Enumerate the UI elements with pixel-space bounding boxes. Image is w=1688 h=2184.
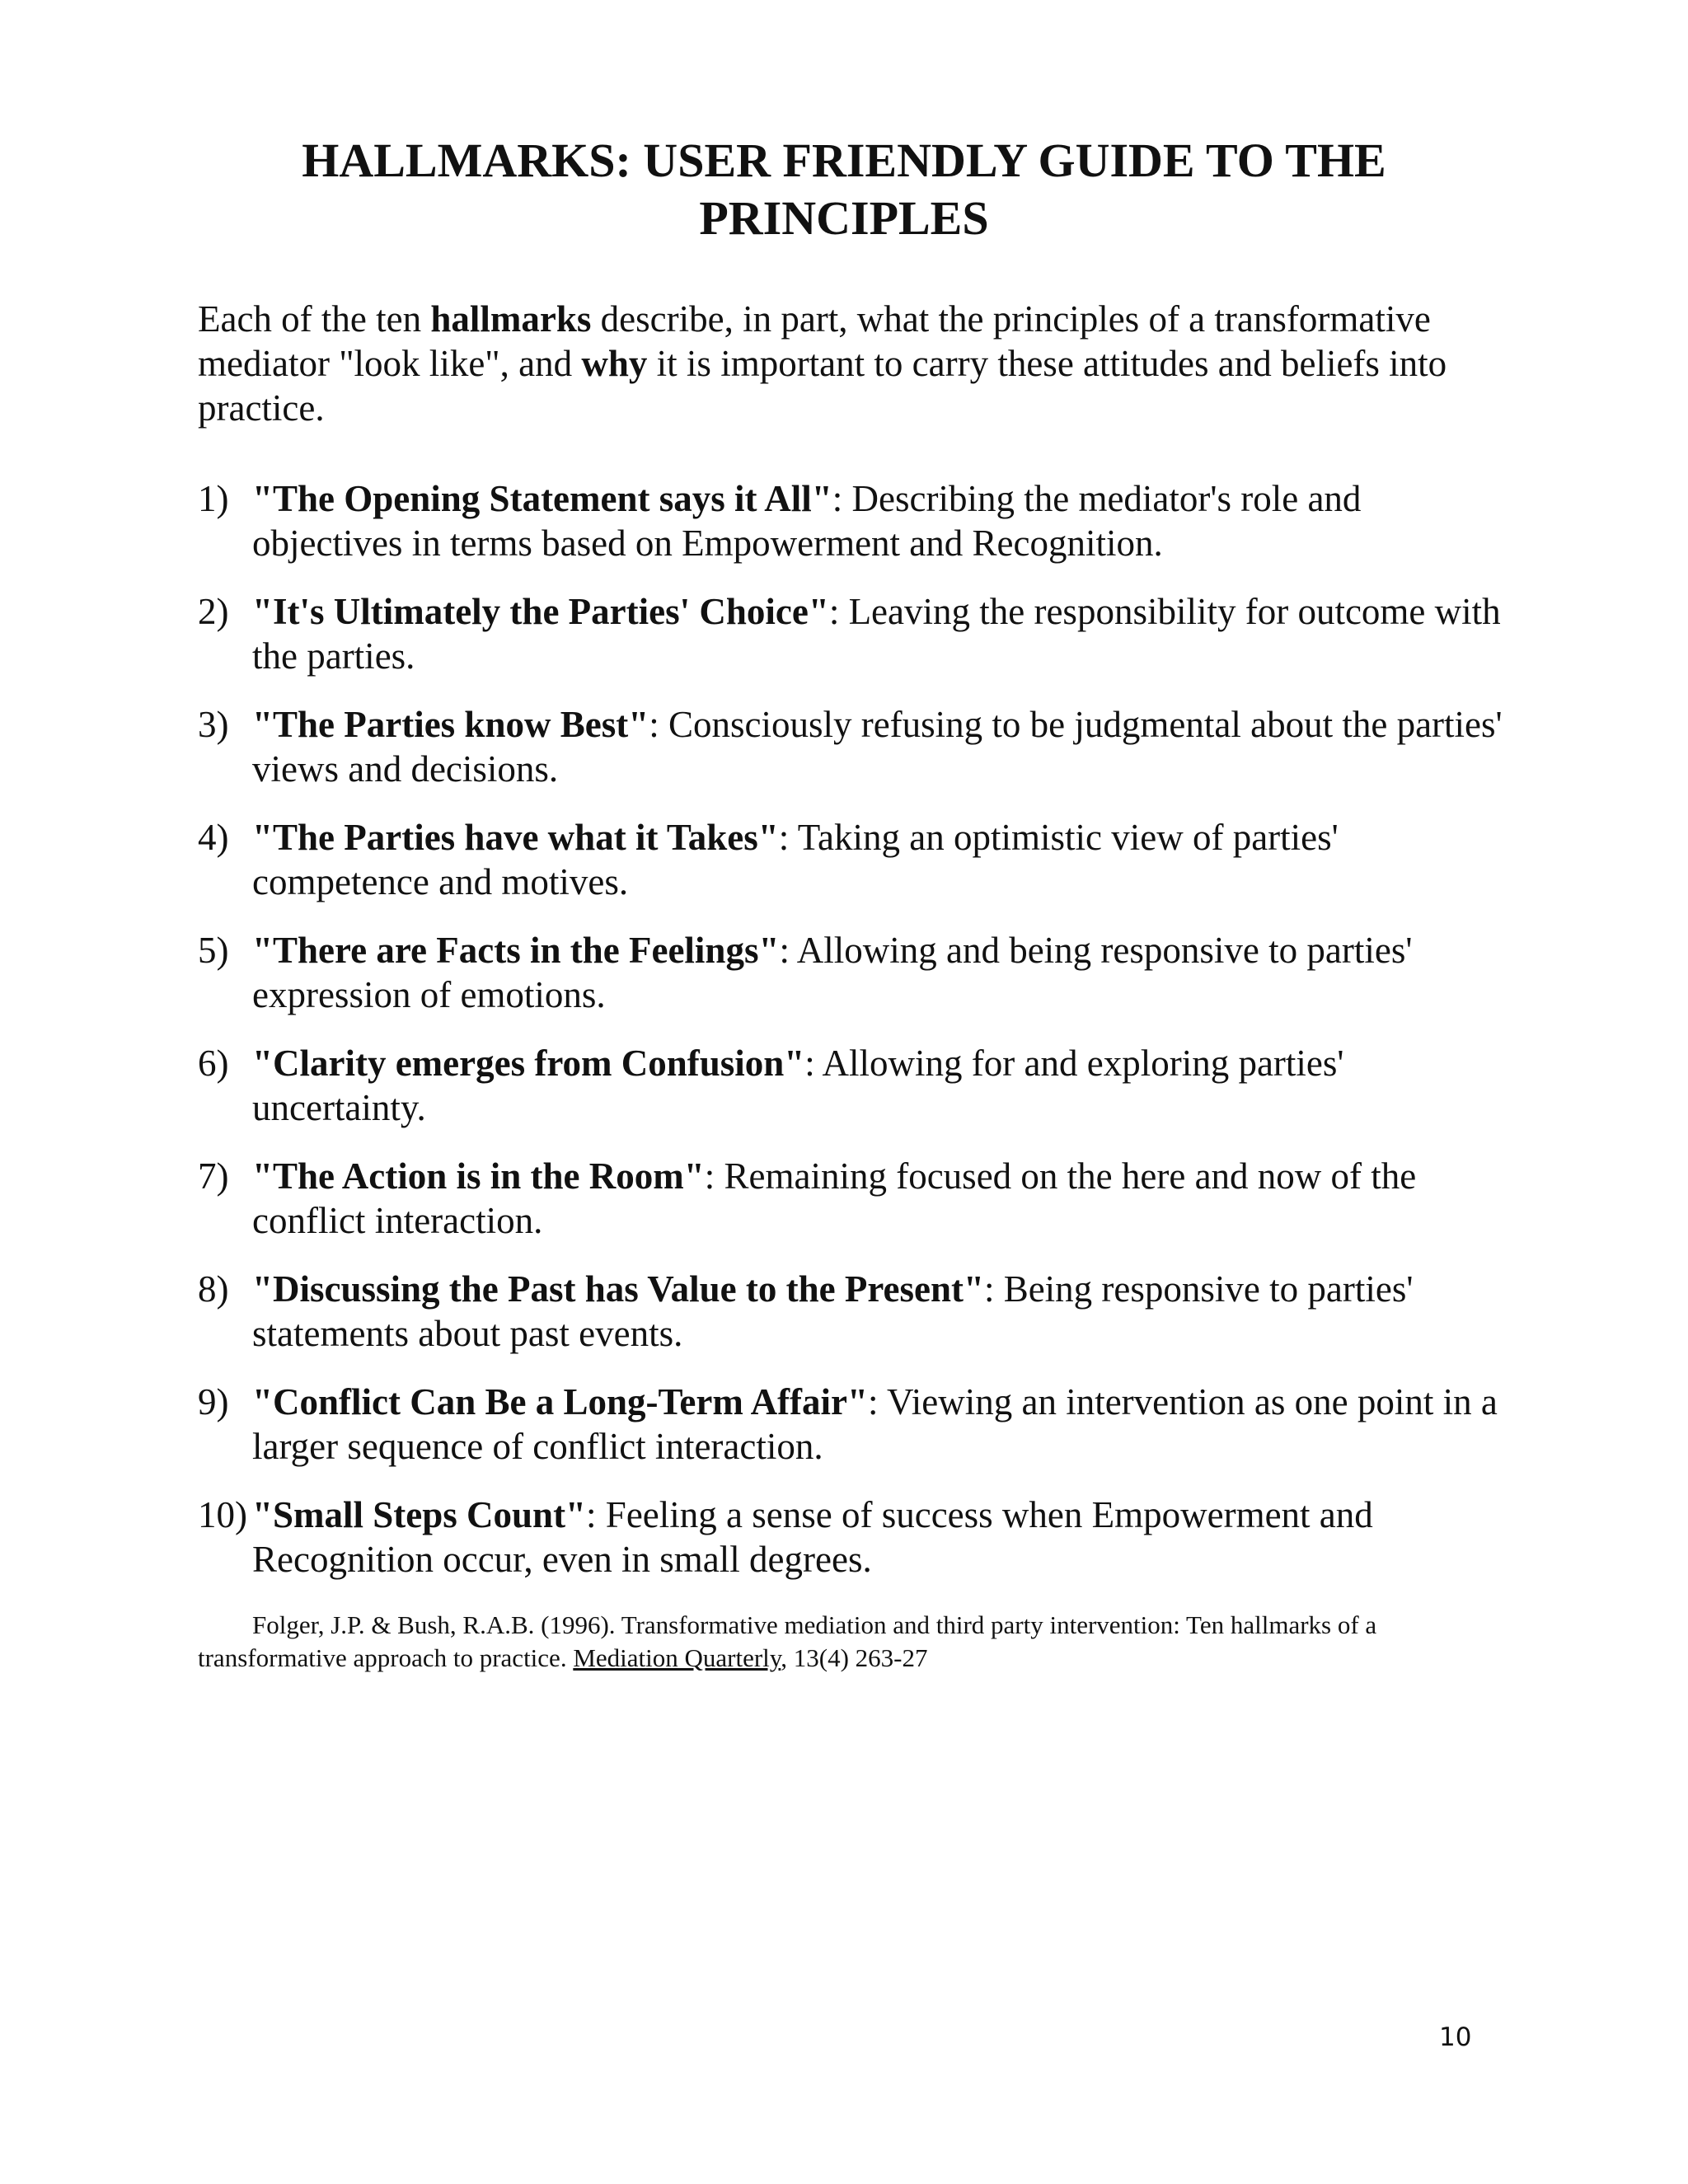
hallmark-name: "Conflict Can Be a Long-Term Affair" bbox=[252, 1381, 869, 1422]
hallmark-name: "The Action is in the Room" bbox=[252, 1155, 705, 1197]
intro-text-3: it is important to carry these attitudes and beliefs into practice. bbox=[198, 343, 1447, 429]
hallmark-item bbox=[198, 702, 1517, 791]
title-line-2: PRINCIPLES bbox=[699, 191, 989, 245]
hallmark-number: 4) bbox=[198, 817, 229, 858]
hallmark-description: : Taking an optimistic view of parties' competence and motives. bbox=[252, 817, 1339, 902]
hallmarks-list bbox=[198, 476, 1517, 1605]
hallmark-description: : Leaving the responsibility for outcome with the parties. bbox=[252, 591, 1501, 677]
intro-bold-hallmarks: hallmarks bbox=[430, 298, 592, 340]
hallmark-name: "It's Ultimately the Parties' Choice" bbox=[252, 591, 829, 632]
hallmark-item bbox=[198, 1380, 1517, 1469]
citation-tail: , 13(4) 263-27 bbox=[781, 1643, 928, 1672]
hallmark-description: : Allowing and being responsive to parties' expression of emotions. bbox=[252, 930, 1413, 1015]
hallmark-number: 1) bbox=[198, 478, 229, 519]
hallmark-name: "The Opening Statement says it All" bbox=[252, 478, 832, 519]
hallmark-description: : Remaining focused on the here and now of the conflict interaction. bbox=[252, 1155, 1417, 1241]
page-number: 10 bbox=[1439, 2022, 1472, 2052]
hallmark-number: 5) bbox=[198, 930, 229, 971]
citation bbox=[198, 1609, 1500, 1675]
hallmark-number: 9) bbox=[198, 1381, 229, 1422]
hallmark-item bbox=[198, 815, 1517, 904]
hallmark-description: : Consciously refusing to be judgmental about the parties' views and decisions. bbox=[252, 704, 1503, 790]
intro-text-2: describe, in part, what the principles of a transformative mediator "look like", and bbox=[198, 298, 1431, 384]
hallmark-name: "The Parties know Best" bbox=[252, 704, 649, 745]
hallmark-name: "The Parties have what it Takes" bbox=[252, 817, 779, 858]
hallmark-number: 3) bbox=[198, 704, 229, 745]
hallmark-description: : Being responsive to parties' statements about past events. bbox=[252, 1268, 1414, 1354]
hallmark-description: : Allowing for and exploring parties' uncertainty. bbox=[252, 1043, 1344, 1128]
hallmark-item bbox=[198, 476, 1517, 565]
hallmark-item bbox=[198, 1154, 1517, 1243]
hallmark-name: "There are Facts in the Feelings" bbox=[252, 930, 780, 971]
intro-paragraph bbox=[198, 297, 1500, 430]
hallmark-name: "Small Steps Count" bbox=[252, 1494, 587, 1535]
hallmark-description: : Feeling a sense of success when Empowerment and Recognition occur, even in small degrees. bbox=[252, 1494, 1373, 1580]
hallmark-item bbox=[198, 1493, 1517, 1582]
page-title bbox=[198, 132, 1490, 247]
hallmark-number: 8) bbox=[198, 1268, 229, 1310]
intro-text-1: Each of the ten bbox=[198, 298, 431, 340]
intro-bold-why: why bbox=[581, 343, 648, 384]
hallmark-item bbox=[198, 1041, 1517, 1130]
hallmark-number: 6) bbox=[198, 1043, 229, 1084]
hallmark-description: : Describing the mediator's role and objectives in terms based on Empowerment and Recognition. bbox=[252, 478, 1362, 564]
hallmark-name: "Clarity emerges from Confusion" bbox=[252, 1043, 805, 1084]
hallmark-name: "Discussing the Past has Value to the Present" bbox=[252, 1268, 984, 1310]
citation-text: Folger, J.P. & Bush, R.A.B. (1996). Transformative mediation and third party intervention: Ten hallmarks of a transformative approach to practice. bbox=[198, 1610, 1377, 1672]
hallmark-number: 7) bbox=[198, 1155, 229, 1197]
hallmark-item bbox=[198, 1267, 1517, 1356]
title-line-1: HALLMARKS: USER FRIENDLY GUIDE TO THE bbox=[302, 134, 1386, 187]
hallmark-description: : Viewing an intervention as one point in a larger sequence of conflict interaction. bbox=[252, 1381, 1498, 1467]
hallmark-item bbox=[198, 928, 1517, 1017]
hallmark-number: 2) bbox=[198, 591, 229, 632]
citation-journal: Mediation Quarterly bbox=[573, 1643, 781, 1672]
hallmark-item bbox=[198, 589, 1517, 678]
hallmark-number: 10) bbox=[198, 1494, 247, 1535]
